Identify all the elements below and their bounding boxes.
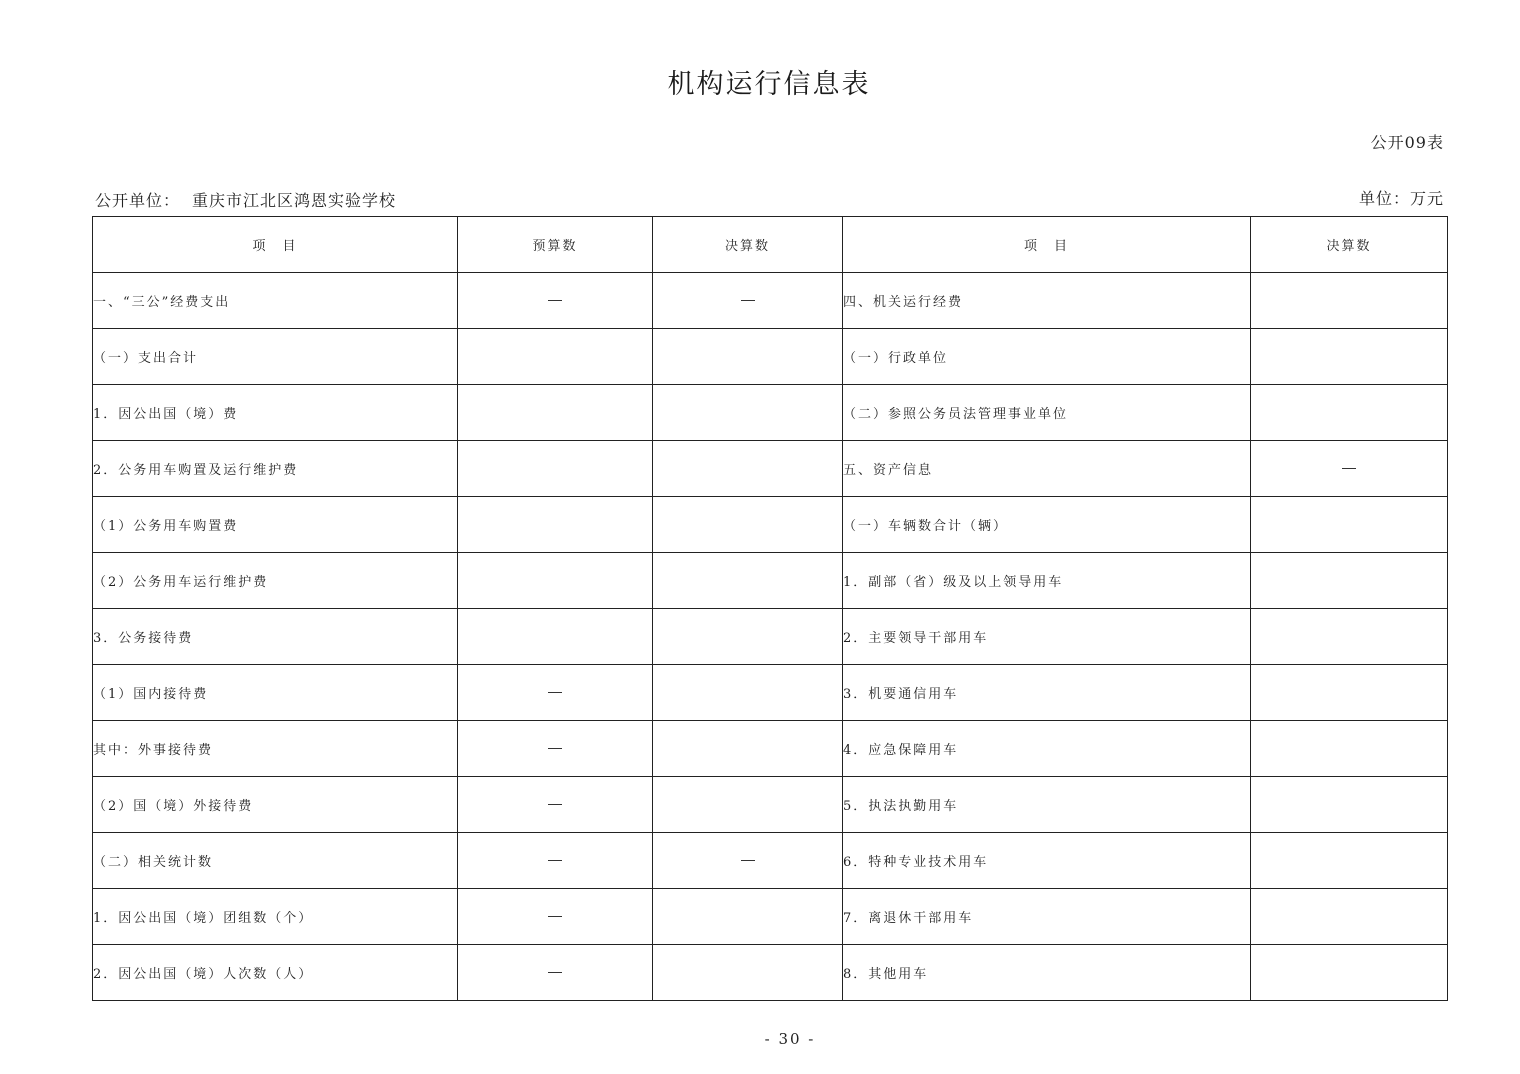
row-item-right: 四、机关运行经费 (843, 273, 1251, 329)
row-item-left: （2）公务用车运行维护费 (93, 553, 458, 609)
row-item-left: （1）国内接待费 (93, 665, 458, 721)
row-item-left: 2．公务用车购置及运行维护费 (93, 441, 458, 497)
final-right-cell (1251, 441, 1448, 497)
final-cell (653, 665, 843, 721)
budget-cell (458, 441, 653, 497)
header-row (93, 217, 1448, 273)
budget-cell (458, 273, 653, 329)
budget-cell (458, 889, 653, 945)
row-item-left: （二）相关统计数 (93, 833, 458, 889)
final-cell (653, 889, 843, 945)
table-row (93, 553, 1448, 609)
row-item-right: （一）行政单位 (843, 329, 1251, 385)
budget-cell (458, 385, 653, 441)
table-row (93, 609, 1448, 665)
final-cell (653, 385, 843, 441)
row-item-right: 6．特种专业技术用车 (843, 833, 1251, 889)
final-right-cell (1251, 329, 1448, 385)
publishing-unit-org: 重庆市江北区鸿恩实验学校 (192, 191, 397, 210)
final-right-cell (1251, 721, 1448, 777)
final-right-cell (1251, 385, 1448, 441)
dash-mark (548, 916, 562, 917)
table-row (93, 945, 1448, 1001)
budget-cell (458, 833, 653, 889)
dash-mark (741, 300, 755, 301)
row-item-left: （2）国（境）外接待费 (93, 777, 458, 833)
final-cell (653, 721, 843, 777)
final-cell (653, 833, 843, 889)
table-row (93, 777, 1448, 833)
table-row (93, 441, 1448, 497)
header-budget: 预算数 (458, 217, 653, 273)
row-item-left: 3．公务接待费 (93, 609, 458, 665)
row-item-right: 1．副部（省）级及以上领导用车 (843, 553, 1251, 609)
row-item-right: 7．离退休干部用车 (843, 889, 1251, 945)
budget-cell (458, 665, 653, 721)
row-item-right: （二）参照公务员法管理事业单位 (843, 385, 1251, 441)
row-item-right: 5．执法执勤用车 (843, 777, 1251, 833)
dash-mark (741, 860, 755, 861)
row-item-right: 8．其他用车 (843, 945, 1251, 1001)
row-item-left: 其中：外事接待费 (93, 721, 458, 777)
row-item-left: 1．因公出国（境）费 (93, 385, 458, 441)
dash-mark (1342, 468, 1356, 469)
final-cell (653, 777, 843, 833)
page-number: - 30 - (764, 1030, 816, 1048)
table-row (93, 273, 1448, 329)
dash-mark (548, 804, 562, 805)
row-item-right: 4．应急保障用车 (843, 721, 1251, 777)
final-cell (653, 945, 843, 1001)
budget-cell (458, 553, 653, 609)
final-cell (653, 497, 843, 553)
final-cell (653, 441, 843, 497)
row-item-right: 3．机要通信用车 (843, 665, 1251, 721)
final-right-cell (1251, 665, 1448, 721)
dash-mark (548, 692, 562, 693)
publishing-unit (95, 188, 396, 211)
table-row (93, 889, 1448, 945)
row-item-right: （一）车辆数合计（辆） (843, 497, 1251, 553)
header-item-right: 项 目 (843, 217, 1251, 273)
final-cell (653, 553, 843, 609)
budget-cell (458, 497, 653, 553)
budget-cell (458, 945, 653, 1001)
table-row (93, 833, 1448, 889)
row-item-left: （1）公务用车购置费 (93, 497, 458, 553)
final-right-cell (1251, 609, 1448, 665)
final-cell (653, 329, 843, 385)
table-row (93, 721, 1448, 777)
final-right-cell (1251, 777, 1448, 833)
table-row (93, 329, 1448, 385)
dash-mark (548, 860, 562, 861)
table-row (93, 497, 1448, 553)
row-item-left: （一）支出合计 (93, 329, 458, 385)
budget-cell (458, 777, 653, 833)
dash-mark (548, 748, 562, 749)
row-item-left: 一、“三公”经费支出 (93, 273, 458, 329)
row-item-right: 2．主要领导干部用车 (843, 609, 1251, 665)
budget-cell (458, 609, 653, 665)
final-right-cell (1251, 889, 1448, 945)
final-cell (653, 273, 843, 329)
final-right-cell (1251, 945, 1448, 1001)
header-item-left: 项 目 (93, 217, 458, 273)
final-right-cell (1251, 833, 1448, 889)
budget-cell (458, 329, 653, 385)
header-final: 决算数 (653, 217, 843, 273)
final-right-cell (1251, 273, 1448, 329)
table-row (93, 385, 1448, 441)
header-final-right: 决算数 (1251, 217, 1448, 273)
final-right-cell (1251, 553, 1448, 609)
final-cell (653, 609, 843, 665)
row-item-right: 五、资产信息 (843, 441, 1251, 497)
dash-mark (548, 300, 562, 301)
info-table (92, 216, 1448, 1001)
dash-mark (548, 972, 562, 973)
page-title: 机构运行信息表 (667, 69, 871, 100)
currency-unit: 单位：万元 (1358, 189, 1444, 208)
budget-cell (458, 721, 653, 777)
publishing-unit-label: 公开单位： (95, 191, 181, 210)
table-row (93, 665, 1448, 721)
row-item-left: 2．因公出国（境）人次数（人） (93, 945, 458, 1001)
form-number: 公开09表 (1370, 133, 1444, 152)
final-right-cell (1251, 497, 1448, 553)
row-item-left: 1．因公出国（境）团组数（个） (93, 889, 458, 945)
